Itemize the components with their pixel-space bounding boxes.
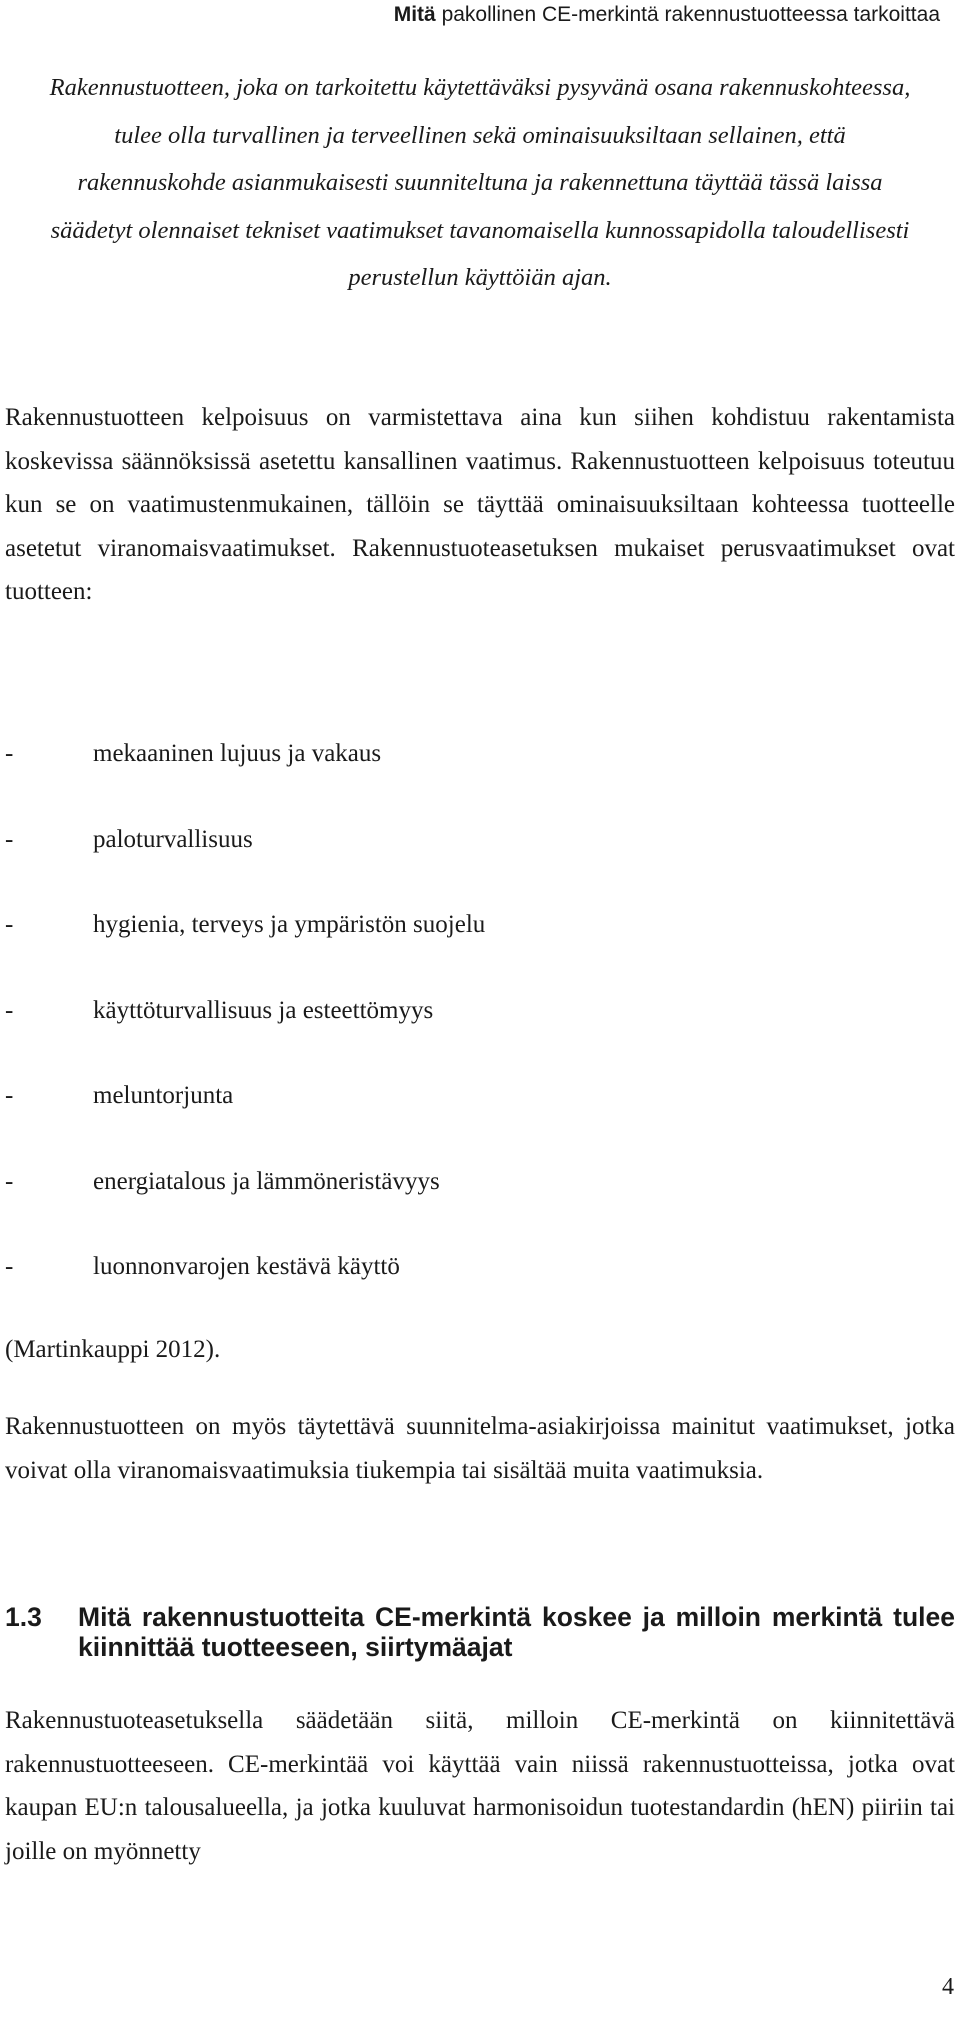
running-header-bold: Mitä [393, 3, 436, 26]
law-quote: Rakennustuotteen, joka on tarkoitettu käytettäväksi pysyvänä osana rakennuskohteessa, tulee olla turvallinen ja terveellinen sekä ominaisuuksiltaan sellainen, että rakennuskohde asianmukaisesti suunniteltuna ja rakennettuna täyttää tässä laissa säädetyt olennaiset tekniset vaatimukset tavanomaisella kunnossapidolla taloudellisesti perustellun käyttöiän ajan. [49, 74, 911, 291]
page-number: 4 [942, 1974, 954, 2000]
list-marker: - [5, 996, 14, 1024]
requirements-list [5, 736, 905, 1335]
list-marker: - [5, 1253, 14, 1280]
running-header-text: pakollinen CE-merkintä rakennustuotteessa tarkoittaa [441, 3, 940, 26]
list-item-text: käyttöturvallisuus ja esteettömyys [93, 996, 434, 1024]
list-item [5, 1164, 905, 1250]
section-title: Mitä rakennustuotteita CE-merkintä koskee ja milloin merkintä tulee kiinnittää tuotteeseen, siirtymäajat [78, 1602, 955, 1662]
list-item [5, 822, 905, 908]
list-item-text: hygienia, terveys ja ympäristön suojelu [93, 911, 486, 938]
running-header [394, 0, 940, 30]
list-item-text: energiatalous ja lämmöneristävyys [93, 1167, 440, 1195]
list-item-text: paloturvallisuus [93, 825, 253, 853]
list-marker: - [5, 740, 14, 767]
section-number: 1.3 [5, 1602, 42, 1632]
list-item [5, 993, 905, 1079]
list-item [5, 736, 905, 822]
section-heading [5, 1602, 955, 1662]
list-marker: - [5, 1082, 14, 1109]
list-item [5, 1249, 905, 1335]
list-marker: - [5, 1167, 14, 1195]
citation: (Martinkauppi 2012). [5, 1336, 221, 1363]
list-item-text: luonnonvarojen kestävä käyttö [93, 1253, 400, 1280]
paragraph-design-documents: Rakennustuotteen on myös täytettävä suunnitelma-asiakirjoissa mainitut vaatimukset, jotka voivat olla viranomaisvaatimuksia tiukempia tai sisältää muita vaatimuksia. [5, 1413, 955, 1484]
list-item-text: mekaaninen lujuus ja vakaus [93, 740, 382, 767]
paragraph-validity: Rakennustuotteen kelpoisuus on varmistettava aina kun siihen kohdistuu rakentamista koskevissa säännöksissä asetettu kansallinen vaatimus. Rakennustuotteen kelpoisuus toteutuu kun se on vaatimustenmukainen, tällöin se täyttää ominaisuuksiltaan kohteessa tuotteelle asetetut viranomaisvaatimukset. Rakennustuoteasetuksen mukaiset perusvaatimukset ovat tuotteen: [5, 404, 955, 605]
paragraph-ce-marking: Rakennustuoteasetuksella säädetään siitä, milloin CE-merkintä on kiinnitettävä rakennustuotteeseen. CE-merkintää voi käyttää vain niissä rakennustuotteissa, jotka ovat kaupan EU:n talousalueella, ja jotka kuuluvat harmonisoidun tuotestandardin (hEN) piiriin tai joille on myönnetty [5, 1707, 955, 1865]
list-marker: - [5, 911, 14, 938]
list-item [5, 907, 905, 993]
list-marker: - [5, 825, 14, 853]
list-item-text: meluntorjunta [93, 1082, 234, 1109]
list-item [5, 1078, 905, 1164]
